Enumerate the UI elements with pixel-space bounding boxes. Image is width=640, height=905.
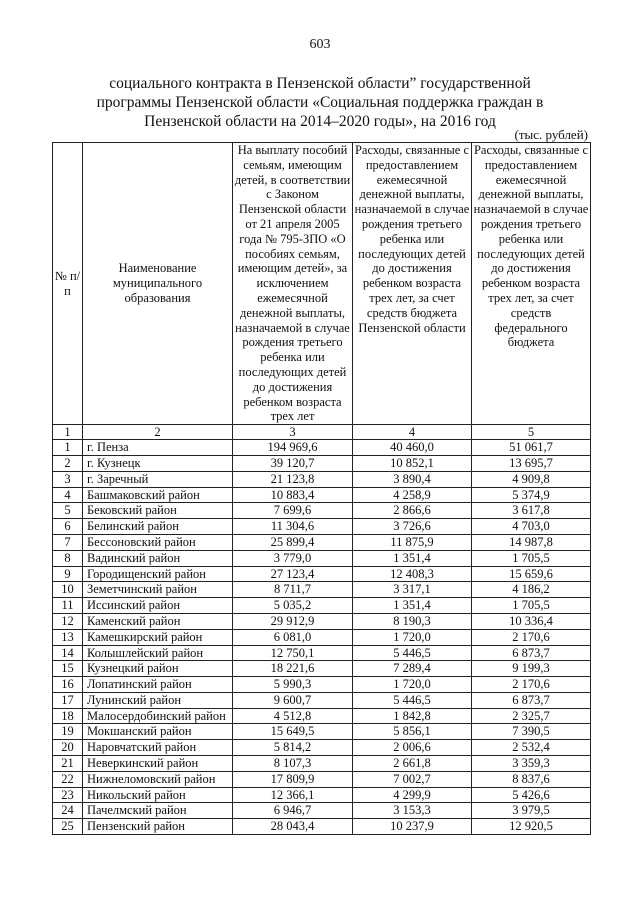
value-col5: 5 426,6 [472,787,591,803]
value-col4: 8 190,3 [353,613,472,629]
allocation-table [52,142,591,835]
value-col5: 7 390,5 [472,724,591,740]
table-row [53,440,591,456]
title-line-2: программы Пензенской области «Социальная поддержка граждан в [96,94,544,111]
value-col4: 3 317,1 [353,582,472,598]
table-row [53,550,591,566]
table-row [53,661,591,677]
value-col3: 15 649,5 [233,724,353,740]
value-col5: 2 170,6 [472,677,591,693]
value-col3: 7 699,6 [233,503,353,519]
value-col5: 8 837,6 [472,771,591,787]
municipality-name: Вадинский район [83,550,233,566]
value-col4: 1 842,8 [353,708,472,724]
value-col4: 11 875,9 [353,534,472,550]
row-number: 11 [53,598,83,614]
value-col3: 25 899,4 [233,534,353,550]
row-number: 1 [53,440,83,456]
municipality-name: г. Пенза [83,440,233,456]
value-col3: 27 123,4 [233,566,353,582]
value-col5: 13 695,7 [472,455,591,471]
title-line-1: социального контракта в Пензенской области” государственной [109,75,531,92]
value-col4: 5 446,5 [353,692,472,708]
table-row [53,566,591,582]
municipality-name: Нижнеломовский район [83,771,233,787]
value-col3: 12 366,1 [233,787,353,803]
table-row [53,503,591,519]
value-col3: 3 779,0 [233,550,353,566]
row-number: 19 [53,724,83,740]
row-number: 9 [53,566,83,582]
row-number: 2 [53,455,83,471]
table-row [53,692,591,708]
value-col5: 2 170,6 [472,629,591,645]
table-row [53,629,591,645]
value-col3: 9 600,7 [233,692,353,708]
municipality-name: Неверкинский район [83,756,233,772]
row-number: 14 [53,645,83,661]
value-col5: 12 920,5 [472,819,591,835]
value-col3: 18 221,6 [233,661,353,677]
title-line-3: Пензенской области на 2014–2020 годы», на 2016 год [144,113,496,130]
value-col5: 14 987,8 [472,534,591,550]
value-col4: 1 720,0 [353,629,472,645]
value-col3: 21 123,8 [233,471,353,487]
value-col5: 5 374,9 [472,487,591,503]
value-col4: 5 856,1 [353,724,472,740]
row-number: 17 [53,692,83,708]
value-col3: 5 814,2 [233,740,353,756]
value-col4: 2 661,8 [353,756,472,772]
municipality-name: Иссинский район [83,598,233,614]
row-number: 24 [53,803,83,819]
value-col4: 3 890,4 [353,471,472,487]
table-row [53,519,591,535]
value-col4: 1 720,0 [353,677,472,693]
value-col5: 1 705,5 [472,598,591,614]
row-number: 12 [53,613,83,629]
value-col3: 4 512,8 [233,708,353,724]
column-number-row [53,425,591,440]
header-name: Наименование муниципального образования [83,143,233,425]
table-row [53,645,591,661]
value-col5: 4 186,2 [472,582,591,598]
value-col5: 2 532,4 [472,740,591,756]
header-num: № п/п [53,143,83,425]
value-col5: 6 873,7 [472,645,591,661]
table-row [53,534,591,550]
row-number: 15 [53,661,83,677]
value-col3: 11 304,6 [233,519,353,535]
value-col4: 10 852,1 [353,455,472,471]
table-row [53,756,591,772]
table-header-row [53,143,591,425]
value-col5: 51 061,7 [472,440,591,456]
row-number: 22 [53,771,83,787]
value-col4: 2 866,6 [353,503,472,519]
header-col3: На выплату пособий семьям, имеющим детей, в соответствии с Законом Пензенской области от 21 апреля 2005 года № 795-ЗПО «О пособиях семьям, имеющим детей», за исключением ежемесячной денежной выплаты, назначаемой в случае рождения третьего ребенка или последующих детей до достижения ребенком возраста трех лет [233,143,353,425]
value-col5: 1 705,5 [472,550,591,566]
table-row [53,787,591,803]
row-number: 18 [53,708,83,724]
row-number: 3 [53,471,83,487]
value-col3: 6 946,7 [233,803,353,819]
table-row [53,708,591,724]
value-col5: 3 617,8 [472,503,591,519]
row-number: 21 [53,756,83,772]
value-col5: 15 659,6 [472,566,591,582]
row-number: 20 [53,740,83,756]
municipality-name: Кузнецкий район [83,661,233,677]
value-col4: 3 726,6 [353,519,472,535]
value-col5: 6 873,7 [472,692,591,708]
value-col4: 3 153,3 [353,803,472,819]
value-col3: 39 120,7 [233,455,353,471]
value-col3: 5 990,3 [233,677,353,693]
table-row [53,819,591,835]
page-number: 603 [309,37,331,52]
header-col4: Расходы, связанные с предоставлением ежемесячной денежной выплаты, назначаемой в случае рождения третьего ребенка или последующих детей до достижения ребенком возраста трех лет, за счет средств бюджета Пензенской области [353,143,472,425]
document-title [40,74,600,131]
value-col3: 5 035,2 [233,598,353,614]
value-col3: 12 750,1 [233,645,353,661]
value-col4: 4 258,9 [353,487,472,503]
value-col4: 12 408,3 [353,566,472,582]
value-col4: 1 351,4 [353,550,472,566]
value-col3: 28 043,4 [233,819,353,835]
municipality-name: Малосердобинский район [83,708,233,724]
row-number: 5 [53,503,83,519]
value-col5: 3 359,3 [472,756,591,772]
municipality-name: Пачелмский район [83,803,233,819]
row-number: 10 [53,582,83,598]
municipality-name: Городищенский район [83,566,233,582]
value-col3: 10 883,4 [233,487,353,503]
municipality-name: г. Кузнецк [83,455,233,471]
value-col3: 194 969,6 [233,440,353,456]
table-row [53,724,591,740]
table-row [53,740,591,756]
row-number: 23 [53,787,83,803]
municipality-name: Башмаковский район [83,487,233,503]
municipality-name: Камешкирский район [83,629,233,645]
value-col3: 6 081,0 [233,629,353,645]
municipality-name: Колышлейский район [83,645,233,661]
table-row [53,487,591,503]
municipality-name: г. Заречный [83,471,233,487]
row-number: 13 [53,629,83,645]
table-row [53,677,591,693]
value-col3: 17 809,9 [233,771,353,787]
table-row [53,771,591,787]
municipality-name: Наровчатский район [83,740,233,756]
municipality-name: Каменский район [83,613,233,629]
value-col5: 10 336,4 [472,613,591,629]
municipality-name: Мокшанский район [83,724,233,740]
value-col4: 40 460,0 [353,440,472,456]
municipality-name: Белинский район [83,519,233,535]
units-label: (тыс. рублей) [514,127,588,142]
table-row [53,613,591,629]
table-row [53,598,591,614]
value-col3: 29 912,9 [233,613,353,629]
municipality-name: Лунинский район [83,692,233,708]
value-col4: 1 351,4 [353,598,472,614]
value-col4: 5 446,5 [353,645,472,661]
value-col4: 7 002,7 [353,771,472,787]
column-number: 4 [353,425,472,440]
municipality-name: Земетчинский район [83,582,233,598]
municipality-name: Бековский район [83,503,233,519]
municipality-name: Никольский район [83,787,233,803]
table-row [53,455,591,471]
value-col4: 10 237,9 [353,819,472,835]
row-number: 25 [53,819,83,835]
header-col5: Расходы, связанные с предоставлением ежемесячной денежной выплаты, назначаемой в случае рождения третьего ребенка или последующих детей до достижения ребенком возраста трех лет, за счет средств федерального бюджета [472,143,591,425]
table-body [53,440,591,835]
value-col5: 2 325,7 [472,708,591,724]
table-row [53,803,591,819]
column-number: 1 [53,425,83,440]
value-col3: 8 107,3 [233,756,353,772]
row-number: 6 [53,519,83,535]
row-number: 8 [53,550,83,566]
row-number: 4 [53,487,83,503]
table-row [53,471,591,487]
value-col5: 9 199,3 [472,661,591,677]
value-col5: 4 703,0 [472,519,591,535]
municipality-name: Пензенский район [83,819,233,835]
column-number: 2 [83,425,233,440]
column-number: 3 [233,425,353,440]
value-col4: 2 006,6 [353,740,472,756]
table-row [53,582,591,598]
municipality-name: Бессоновский район [83,534,233,550]
value-col3: 8 711,7 [233,582,353,598]
row-number: 7 [53,534,83,550]
value-col4: 4 299,9 [353,787,472,803]
value-col5: 3 979,5 [472,803,591,819]
column-number: 5 [472,425,591,440]
municipality-name: Лопатинский район [83,677,233,693]
row-number: 16 [53,677,83,693]
value-col4: 7 289,4 [353,661,472,677]
value-col5: 4 909,8 [472,471,591,487]
